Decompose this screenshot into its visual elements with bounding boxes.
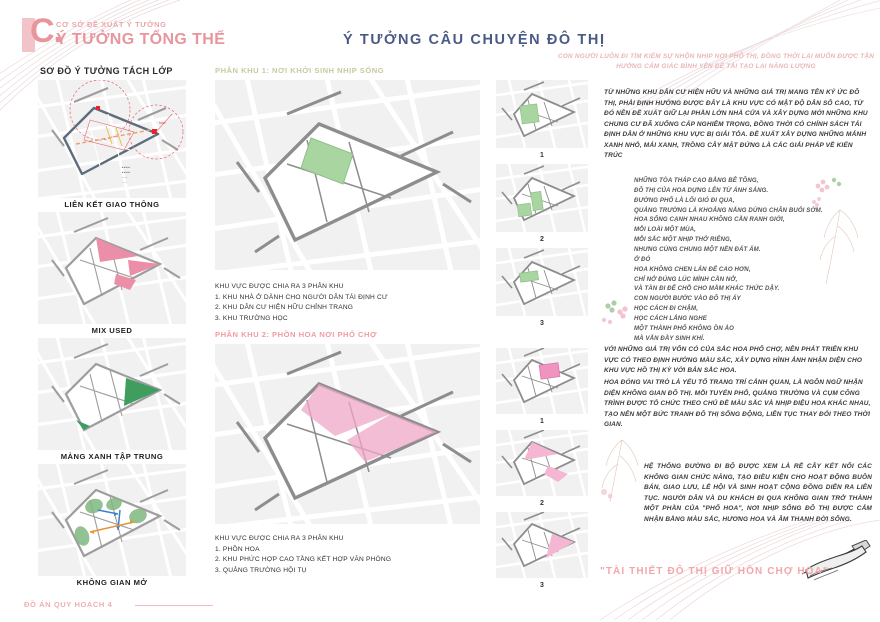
- section1-list-item-3: 3. KHU TRƯỜNG HỌC: [215, 315, 288, 323]
- right-poem: [634, 176, 834, 344]
- thumb-section2-2: [496, 430, 588, 496]
- right-paragraph-1: TỪ NHỮNG KHU DÂN CƯ HIỆN HỮU VÀ NHỮNG GIÁ TRỊ MANG TÊN KÝ ỨC ĐÔ THỊ, PHẢI ĐỊNH HƯỚNG ĐƯỢC ĐÂY LÀ KHU VỰC CÓ MẬT ĐỘ DÂN SỐ CAO, TỪ ĐÓ NÊN ĐỀ XUẤT GIỮ LẠI PHẦN LỚN NHÀ CỬA VÀ XÂY DỰNG MỚI NHỮNG KHU CHUNG CƯ ĐÃ XUỐNG CẤP NGHIÊM TRỌNG, ĐỒNG THỜI CÓ CHÍNH SÁCH TÁI ĐỊNH DÂN Ở NHỮNG KHU VỰC BỊ GIẢI TỎA. ĐỀ XUẤT XÂY DỰNG NHỮNG MẢNH XANH NHỎ, MÁI XANH, TRỒNG CÂY MẶT ĐỨNG LÀ CÁC GIẢI PHÁP VỀ KIẾN TRÚC: [604, 89, 868, 160]
- left-column-heading: SƠ ĐỒ Ý TƯỞNG TÁCH LỚP: [40, 66, 173, 76]
- poem-line-3: ĐƯỜNG PHỐ LÀ LỐI GIÓ ĐI QUA,: [634, 196, 735, 204]
- thumb-num-1: 1: [540, 152, 544, 159]
- right-paragraph-2: VỚI NHỮNG GIÁ TRỊ VỐN CÓ CỦA SẮC HOA PHỐ CHỢ, NÊN PHÁT TRIỂN KHU VỰC CÓ THEO ĐỊNH HƯỚNG MÀU SẮC, XÂY DỰNG HÌNH ẢNH NHẬN DIỆN CHO KHU VỰC HỒ THỊ KỲ VỚI BẢN SẮC HOA.: [604, 346, 863, 375]
- poem-line-6: MỖI LOÀI MỘT MÙA,: [634, 226, 696, 234]
- poem-line-2: ĐÔ THỊ CỦA HOA DỰNG LÊN TỪ ÁNH SÁNG.: [634, 186, 769, 194]
- poem-line-14: HỌC CÁCH ĐI CHẬM,: [634, 305, 698, 313]
- page-subtitle: CON NGƯỜI LUÔN ĐI TÌM KIẾM SỰ NHỘN NHỊP NƠI PHỐ THỊ, ĐỒNG THỜI LẠI MUỐN ĐƯỢC TẬN HƯỞNG CẢM GIÁC BÌNH YÊN ĐỂ TÁI TẠO LẠI NĂNG LƯỢNG: [557, 53, 875, 70]
- section1-list-title: KHU VỰC ĐƯỢC CHIA RA 3 PHÂN KHU: [215, 283, 344, 290]
- poem-line-1: NHỮNG TÒA THÁP CAO BẰNG BÊ TÔNG,: [634, 177, 759, 184]
- right-paragraph-4: HỆ THỐNG ĐƯỜNG ĐI BỘ ĐƯỢC XEM LÀ RỄ CÂY KẾT NỐI CÁC KHÔNG GIAN CHỨC NĂNG, TẠO ĐIỀU KIỆN CHO HOẠT ĐỘNG BUÔN BÁN, GIAO LƯU, LỄ HỘI VÀ SINH HOẠT CỘNG ĐỒNG DIỄN RA LIÊN TỤC. NGƯỜI DÂN VÀ DU KHÁCH ĐI QUA KHÔNG GIAN TRỞ THÀNH MỘT PHẦN CỦA "PHỐ HOA", NƠI NHỊP SỐNG ĐÔ THỊ ĐƯỢC CẢM NHẬN BẰNG MÀU SẮC, HƯƠNG HOA VÀ ÂM THANH ĐỜI SỐNG.: [644, 463, 872, 523]
- poem-line-17: MÀ VẪN ĐẦY SINH KHÍ.: [634, 334, 705, 342]
- thumb-num-3: 3: [540, 320, 544, 327]
- poem-line-5: HOA SỐNG CẠNH NHAU KHÔNG CẦN RANH GIỚI,: [634, 216, 785, 224]
- section2-list: [215, 534, 475, 577]
- diagram-green-mass: [38, 338, 186, 450]
- thumb-num-6: 3: [540, 582, 544, 589]
- svg-text:500M: 500M: [159, 122, 166, 125]
- thumb-section2-1: [496, 348, 588, 414]
- section2-list-item-3: 3. QUẢNG TRƯỜNG HỘI TỤ: [215, 567, 307, 575]
- thumb-section1-3: [496, 248, 588, 316]
- caption-mix-used: MIX USED: [91, 326, 133, 335]
- page-title: Ý TƯỞNG CÂU CHUYỆN ĐÔ THỊ: [343, 32, 606, 48]
- thumb-section1-2: [496, 164, 588, 232]
- poem-line-11: CHỈ NỞ ĐÚNG LÚC MÌNH CẦN NỞ,: [634, 275, 738, 283]
- header-section-letter: C.: [30, 12, 62, 50]
- section1-list-item-2: 2. KHU DÂN CƯ HIỆN HỮU CHỈNH TRANG: [215, 304, 354, 312]
- diagram-open-space: [38, 464, 186, 576]
- poem-line-15: HỌC CÁCH LẮNG NGHE: [634, 315, 707, 323]
- poem-line-9: Ở ĐÓ: [634, 255, 651, 263]
- poem-line-7: MỖI SẮC MỘT NHỊP THỞ RIÊNG,: [634, 236, 732, 244]
- svg-text:■ ■ ■ ■: ■ ■ ■ ■: [122, 166, 130, 169]
- footer-divider: [135, 605, 213, 606]
- poem-line-8: NHƯNG CÙNG CHUNG MỘT NỀN ĐẤT ẤM.: [634, 246, 761, 254]
- plan-section1: [215, 80, 480, 270]
- poem-line-16: MỘT THÀNH PHỐ KHÔNG ỒN ÀO: [634, 324, 734, 332]
- svg-text:▪ ▪ ▪ ▪: ▪ ▪ ▪ ▪: [122, 176, 128, 179]
- svg-text:■ ■ ■ ■: ■ ■ ■ ■: [122, 171, 130, 174]
- section1-list: [215, 282, 475, 325]
- thumb-num-2: 2: [540, 236, 544, 243]
- right-paragraph-3: HOA ĐÓNG VAI TRÒ LÀ YẾU TỐ TRANG TRÍ CẢNH QUAN, LÀ NGÔN NGỮ NHẬN DIỆN KHÔNG GIAN ĐÔ THỊ. MỖI TUYẾN PHỐ, QUẢNG TRƯỜNG VÀ CỤM CÔNG TRÌNH ĐƯỢC TỔ CHỨC THEO CHỦ ĐỀ MÀU SẮC VÀ NHỊP ĐIỆU HOA KHÁC NHAU, TẠO NÊN MỘT BỨC TRANH ĐÔ THỊ SỐNG ĐỘNG, LIÊN TỤC THAY ĐỔI THEO THỜI GIAN.: [604, 379, 871, 429]
- caption-green-mass: MẢNG XANH TẬP TRUNG: [60, 452, 164, 461]
- section2-heading: PHÂN KHU 2: PHỒN HOA NƠI PHỐ CHỢ: [215, 330, 377, 339]
- section2-list-item-2: 2. KHU PHỨC HỢP CAO TẦNG KẾT HỢP VĂN PHÒNG: [215, 556, 392, 564]
- caption-traffic-links: LIÊN KẾT GIAO THÔNG: [64, 200, 160, 209]
- poem-line-10: HOA KHÔNG CHEN LẤN ĐỂ CAO HƠN,: [634, 265, 751, 273]
- tagline: "TÀI THIẾT ĐÔ THỊ GIỮ HỒN CHỢ HOA": [600, 566, 829, 577]
- diagram-traffic-links: [38, 80, 186, 198]
- poem-line-13: CON NGƯỜI BƯỚC VÀO ĐÔ THỊ ẤY: [634, 295, 741, 303]
- footer-label: ĐỒ ÁN QUY HOẠCH 4: [24, 600, 113, 609]
- section2-list-title: KHU VỰC ĐƯỢC CHIA RA 3 PHÂN KHU: [215, 535, 344, 542]
- thumb-num-4: 1: [540, 418, 544, 425]
- header-superlabel: CƠ SỞ ĐỀ XUẤT Ý TƯỞNG: [56, 20, 167, 29]
- section1-list-item-1: 1. KHU NHÀ Ở DÀNH CHO NGƯỜI DÂN TÁI ĐỊNH CƯ: [215, 293, 388, 301]
- section1-heading: PHÂN KHU 1: NƠI KHỞI SINH NHỊP SỐNG: [215, 66, 385, 75]
- poem-line-12: VÀ TÀN ĐI ĐỂ CHỖ CHO MẦM KHÁC THỨC DẬY.: [634, 285, 780, 293]
- svg-text:▫ ▫ ▫ ▫: ▫ ▫ ▫ ▫: [122, 181, 128, 184]
- thumb-num-5: 2: [540, 500, 544, 507]
- plan-section2: [215, 344, 480, 524]
- thumb-section1-1: [496, 80, 588, 148]
- thumb-section2-3: [496, 512, 588, 578]
- poem-line-4: QUẢNG TRƯỜNG LÀ KHOẢNG NẮNG DỪNG CHÂN BUỔI SỚM.: [634, 206, 823, 214]
- diagram-mix-used: [38, 212, 186, 324]
- header-main-label: Ý TƯỞNG TỔNG THỂ: [56, 31, 226, 48]
- caption-open-space: KHÔNG GIAN MỞ: [76, 578, 148, 587]
- section2-list-item-1: 1. PHỒN HOA: [215, 545, 260, 553]
